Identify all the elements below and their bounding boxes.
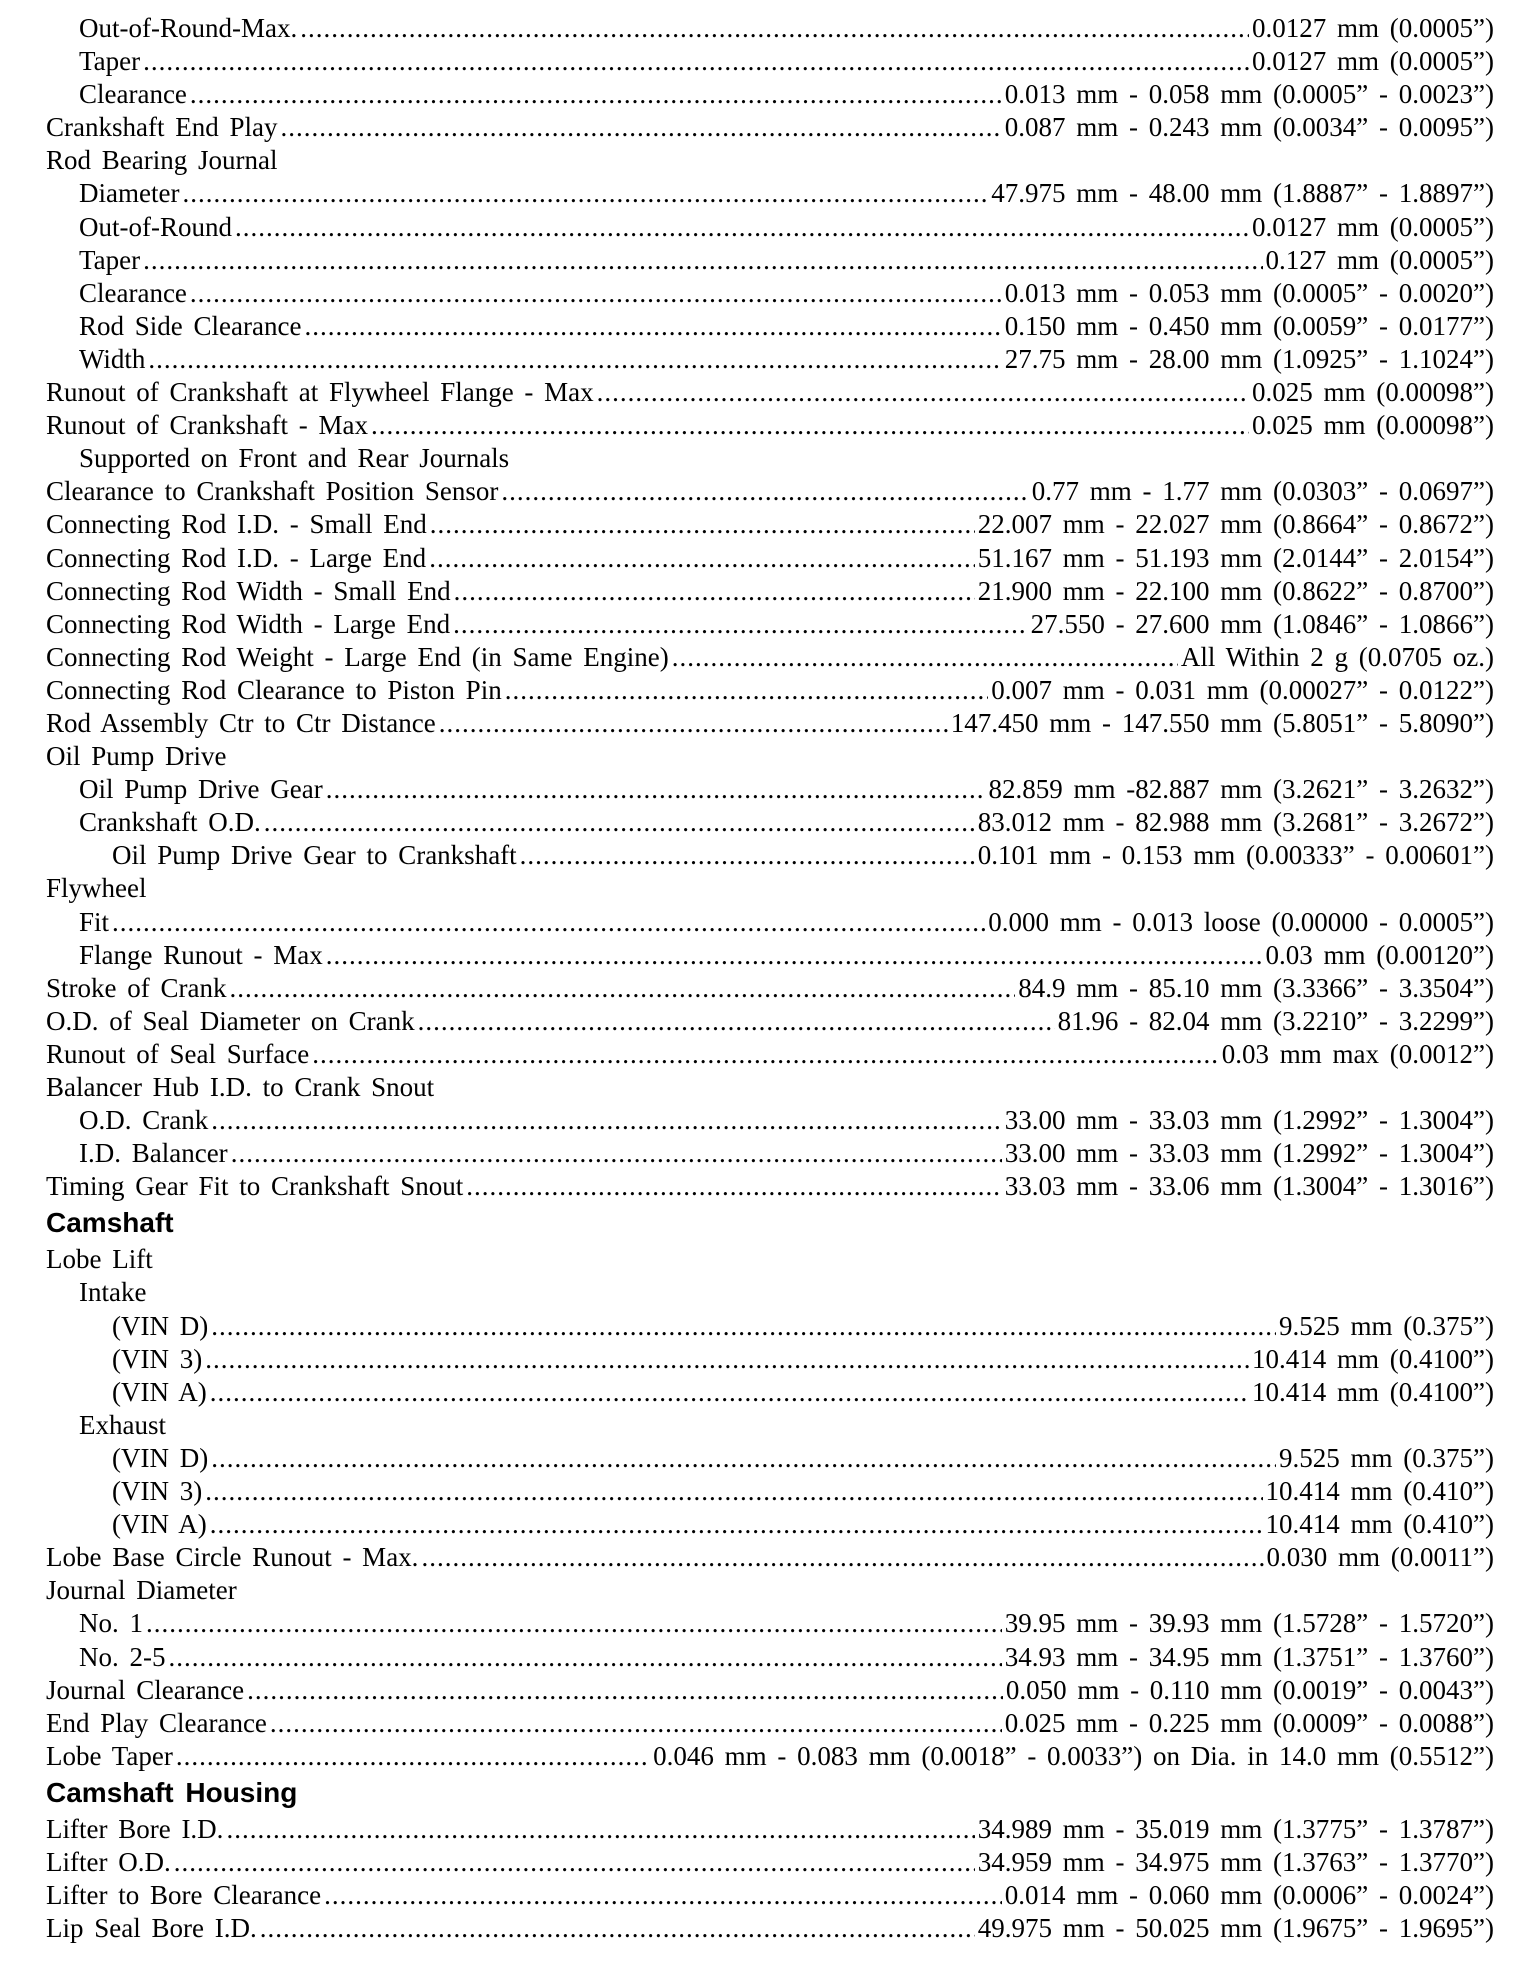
dot-leader [264, 806, 975, 839]
spec-value: 51.167 mm - 51.193 mm (2.0144” - 2.0154”) [977, 542, 1494, 573]
spec-row [46, 1170, 1494, 1203]
spec-label: Rod Bearing Journal [46, 145, 278, 176]
spec-row [46, 1641, 1494, 1674]
spec-value: 81.96 - 82.04 mm (3.2210” - 3.2299”) [1057, 1005, 1494, 1036]
spec-row [46, 1276, 1494, 1309]
spec-value: 0.03 mm max (0.0012”) [1221, 1038, 1494, 1069]
spec-row [46, 1137, 1494, 1170]
spec-value: 10.414 mm (0.410”) [1265, 1509, 1494, 1540]
dot-leader [235, 211, 1249, 244]
spec-label: Stroke of Crank [46, 972, 227, 1003]
dot-leader [205, 1343, 1249, 1376]
spec-label: Clearance [79, 277, 187, 308]
spec-label: Lobe Lift [46, 1244, 153, 1275]
dot-leader [421, 1541, 1263, 1574]
spec-label: No. 1 [79, 1608, 143, 1639]
dot-leader [231, 1137, 1002, 1170]
spec-value: 0.014 mm - 0.060 mm (0.0006” - 0.0024”) [1004, 1880, 1494, 1911]
dot-leader [501, 475, 1028, 508]
spec-row [46, 542, 1494, 575]
dot-leader [174, 1846, 975, 1879]
dot-leader [326, 939, 1263, 972]
spec-value: 0.025 mm - 0.225 mm (0.0009” - 0.0088”) [1004, 1707, 1494, 1738]
spec-row [46, 1674, 1494, 1707]
spec-row [46, 177, 1494, 210]
spec-row [46, 277, 1494, 310]
spec-label: (VIN D) [112, 1310, 209, 1341]
spec-row [46, 1376, 1494, 1409]
spec-value: 49.975 mm - 50.025 mm (1.9675” - 1.9695”) [977, 1913, 1494, 1944]
spec-value: 0.030 mm (0.0011”) [1266, 1542, 1494, 1573]
spec-label: Rod Assembly Ctr to Ctr Distance [46, 707, 436, 738]
dot-leader [430, 508, 975, 541]
spec-label: No. 2-5 [79, 1641, 166, 1672]
spec-row [46, 1243, 1494, 1276]
spec-row [46, 1541, 1494, 1574]
dot-leader [211, 1442, 1276, 1475]
spec-label: (VIN 3) [112, 1343, 203, 1374]
dot-leader [169, 1641, 1002, 1674]
spec-label: Oil Pump Drive Gear [79, 774, 323, 805]
spec-value: 34.93 mm - 34.95 mm (1.3751” - 1.3760”) [1004, 1641, 1494, 1672]
spec-label: Crankshaft End Play [46, 112, 278, 143]
dot-leader [260, 1912, 975, 1945]
spec-row [46, 310, 1494, 343]
dot-leader [210, 1376, 1249, 1409]
dot-leader [454, 575, 975, 608]
spec-row [46, 78, 1494, 111]
spec-row [46, 211, 1494, 244]
spec-label: Flywheel [46, 873, 147, 904]
dot-leader [280, 111, 1001, 144]
spec-row [46, 1310, 1494, 1343]
spec-value: 82.859 mm -82.887 mm (3.2621” - 3.2632”) [988, 774, 1494, 805]
spec-row [46, 972, 1494, 1005]
spec-row [46, 144, 1494, 177]
dot-leader [672, 641, 1178, 674]
spec-value: 10.414 mm (0.4100”) [1252, 1376, 1494, 1407]
spec-label: Supported on Front and Rear Journals [79, 443, 510, 474]
spec-value: 0.77 mm - 1.77 mm (0.0303” - 0.0697”) [1031, 476, 1494, 507]
spec-value: 0.101 mm - 0.153 mm (0.00333” - 0.00601”) [977, 840, 1494, 871]
dot-leader [176, 1740, 650, 1773]
dot-leader [453, 608, 1027, 641]
spec-value: 21.900 mm - 22.100 mm (0.8622” - 0.8700”) [977, 575, 1494, 606]
spec-label: Balancer Hub I.D. to Crank Snout [46, 1072, 435, 1102]
dot-leader [520, 839, 975, 872]
section-title: Camshaft [46, 1207, 174, 1239]
spec-row [46, 608, 1494, 641]
spec-label: Clearance [79, 79, 187, 110]
spec-value: 0.013 mm - 0.058 mm (0.0005” - 0.0023”) [1004, 79, 1494, 110]
spec-label: Diameter [79, 178, 180, 209]
spec-label: Lip Seal Bore I.D. [46, 1913, 257, 1944]
spec-value: 83.012 mm - 82.988 mm (3.2681” - 3.2672”) [977, 807, 1494, 838]
spec-value: 0.0127 mm (0.0005”) [1252, 46, 1494, 77]
spec-value: 147.450 mm - 147.550 mm (5.8051” - 5.8090”) [950, 707, 1494, 738]
dot-leader [229, 972, 1015, 1005]
spec-label: Journal Diameter [46, 1575, 237, 1606]
spec-label: Taper [79, 46, 141, 77]
spec-value: 0.013 mm - 0.053 mm (0.0005” - 0.0020”) [1004, 277, 1494, 308]
spec-value: 33.00 mm - 33.03 mm (1.2992” - 1.3004”) [1004, 1105, 1494, 1136]
dot-leader [429, 542, 975, 575]
dot-leader [190, 277, 1002, 310]
spec-label: (VIN A) [112, 1376, 207, 1407]
spec-value: 10.414 mm (0.410”) [1265, 1476, 1494, 1507]
spec-label: Out-of-Round-Max. [79, 13, 298, 43]
spec-value: 0.0127 mm (0.0005”) [1252, 211, 1494, 242]
spec-row [46, 1038, 1494, 1071]
spec-value: 34.959 mm - 34.975 mm (1.3763” - 1.3770”) [977, 1846, 1494, 1877]
spec-row [46, 872, 1494, 905]
spec-label: Oil Pump Drive Gear to Crankshaft [112, 840, 517, 871]
dot-leader [371, 409, 1249, 442]
dot-leader [211, 1104, 1002, 1137]
spec-document [46, 12, 1494, 1945]
spec-row [46, 1740, 1494, 1773]
spec-row [46, 641, 1494, 674]
dot-leader [505, 674, 989, 707]
spec-label: Runout of Seal Surface [46, 1038, 310, 1069]
spec-label: Taper [79, 244, 141, 275]
spec-row [46, 1071, 1494, 1104]
spec-row [46, 707, 1494, 740]
spec-label: Lifter Bore I.D. [46, 1813, 224, 1844]
spec-value: 47.975 mm - 48.00 mm (1.8887” - 1.8897”) [991, 178, 1494, 209]
spec-label: O.D. Crank [79, 1105, 209, 1136]
spec-row [46, 839, 1494, 872]
spec-label: Connecting Rod Width - Large End [46, 608, 451, 639]
dot-leader [112, 906, 985, 939]
spec-label: Runout of Crankshaft - Max [46, 410, 368, 441]
dot-leader [466, 1170, 1002, 1203]
spec-value: 33.00 mm - 33.03 mm (1.2992” - 1.3004”) [1004, 1138, 1494, 1169]
spec-label: (VIN D) [112, 1442, 209, 1473]
spec-value: 0.087 mm - 0.243 mm (0.0034” - 0.0095”) [1004, 112, 1494, 143]
dot-leader [226, 1813, 974, 1846]
dot-leader [247, 1674, 1003, 1707]
spec-value: 0.025 mm (0.00098”) [1252, 377, 1494, 408]
spec-row [46, 1574, 1494, 1607]
spec-row [46, 1508, 1494, 1541]
dot-leader [324, 1879, 1002, 1912]
spec-row [46, 508, 1494, 541]
spec-label: Out-of-Round [79, 211, 232, 242]
spec-value: 27.75 mm - 28.00 mm (1.0925” - 1.1024”) [1004, 343, 1494, 374]
spec-label: Oil Pump Drive [46, 741, 227, 772]
spec-label: Rod Side Clearance [79, 310, 302, 341]
spec-row [46, 409, 1494, 442]
spec-value: 33.03 mm - 33.06 mm (1.3004” - 1.3016”) [1004, 1171, 1494, 1202]
spec-label: Crankshaft O.D. [79, 807, 261, 838]
spec-row [46, 111, 1494, 144]
dot-leader [143, 45, 1249, 78]
spec-label: Connecting Rod Width - Small End [46, 575, 451, 606]
spec-row [46, 1607, 1494, 1640]
spec-label: O.D. of Seal Diameter on Crank [46, 1005, 415, 1036]
spec-label: Lifter to Bore Clearance [46, 1880, 322, 1911]
spec-row [46, 1846, 1494, 1879]
spec-label: Runout of Crankshaft at Flywheel Flange - Max [46, 377, 594, 408]
spec-label: Connecting Rod Weight - Large End (in Same Engine) [46, 641, 669, 672]
section-title: Camshaft Housing [46, 1776, 298, 1808]
spec-row [46, 1442, 1494, 1475]
spec-label: End Play Clearance [46, 1707, 267, 1738]
spec-value: 27.550 - 27.600 mm (1.0846” - 1.0866”) [1030, 608, 1494, 639]
spec-label: (VIN 3) [112, 1476, 203, 1507]
spec-row [46, 740, 1494, 773]
spec-label: Connecting Rod I.D. - Large End [46, 542, 427, 573]
spec-row [46, 343, 1494, 376]
spec-label: Connecting Rod Clearance to Piston Pin [46, 674, 502, 705]
spec-value: 0.007 mm - 0.031 mm (0.00027” - 0.0122”) [991, 674, 1494, 705]
dot-leader [148, 343, 1001, 376]
spec-value: 22.007 mm - 22.027 mm (0.8664” - 0.8672”) [977, 509, 1494, 540]
spec-row [46, 244, 1494, 277]
spec-value: 0.0127 mm (0.0005”) [1252, 13, 1494, 43]
spec-value: 34.989 mm - 35.019 mm (1.3775” - 1.3787”) [977, 1813, 1494, 1844]
spec-row [46, 1475, 1494, 1508]
spec-value: 0.127 mm (0.0005”) [1265, 244, 1494, 275]
dot-leader [439, 707, 948, 740]
spec-row [46, 442, 1494, 475]
spec-value: 0.046 mm - 0.083 mm (0.0018” - 0.0033”) on Dia. in 14.0 mm (0.5512”) [653, 1740, 1494, 1771]
dot-leader [312, 1038, 1219, 1071]
spec-label: Journal Clearance [46, 1674, 245, 1705]
spec-label: Fit [79, 906, 110, 937]
section-heading [46, 1203, 1494, 1243]
dot-leader [270, 1707, 1002, 1740]
spec-label: Exhaust [79, 1409, 166, 1440]
dot-leader [597, 376, 1249, 409]
spec-label: Lobe Base Circle Runout - Max. [46, 1542, 419, 1573]
section-heading [46, 1773, 1494, 1813]
dot-leader [190, 78, 1002, 111]
spec-label: (VIN A) [112, 1509, 207, 1540]
dot-leader [143, 244, 1262, 277]
spec-label: Intake [79, 1277, 147, 1308]
spec-row [46, 475, 1494, 508]
spec-label: Timing Gear Fit to Crankshaft Snout [46, 1171, 464, 1202]
spec-row [46, 1813, 1494, 1846]
spec-row [46, 12, 1494, 45]
spec-value: All Within 2 g (0.0705 oz.) [1180, 641, 1494, 672]
spec-row [46, 1879, 1494, 1912]
spec-row [46, 906, 1494, 939]
spec-value: 0.000 mm - 0.013 loose (0.00000 - 0.0005”) [988, 906, 1494, 937]
spec-label: I.D. Balancer [79, 1138, 228, 1169]
spec-row [46, 45, 1494, 78]
spec-row [46, 1104, 1494, 1137]
dot-leader [205, 1475, 1262, 1508]
spec-value: 9.525 mm (0.375”) [1279, 1310, 1494, 1341]
spec-row [46, 1343, 1494, 1376]
spec-row [46, 1409, 1494, 1442]
spec-value: 9.525 mm (0.375”) [1279, 1442, 1494, 1473]
dot-leader [146, 1607, 1002, 1640]
spec-value: 0.150 mm - 0.450 mm (0.0059” - 0.0177”) [1004, 310, 1494, 341]
dot-leader [211, 1310, 1276, 1343]
spec-label: Connecting Rod I.D. - Small End [46, 509, 427, 540]
dot-leader [300, 12, 1249, 45]
spec-label: Lifter O.D. [46, 1846, 171, 1877]
spec-row [46, 1912, 1494, 1945]
spec-value: 84.9 mm - 85.10 mm (3.3366” - 3.3504”) [1018, 972, 1494, 1003]
dot-leader [304, 310, 1001, 343]
spec-row [46, 376, 1494, 409]
dot-leader [182, 177, 988, 210]
spec-row [46, 1005, 1494, 1038]
spec-label: Lobe Taper [46, 1740, 173, 1771]
spec-value: 10.414 mm (0.4100”) [1252, 1343, 1494, 1374]
spec-label: Width [79, 343, 146, 374]
spec-value: 39.95 mm - 39.93 mm (1.5728” - 1.5720”) [1004, 1608, 1494, 1639]
spec-label: Clearance to Crankshaft Position Sensor [46, 476, 499, 507]
spec-row [46, 773, 1494, 806]
spec-label: Flange Runout - Max [79, 939, 323, 970]
spec-row [46, 806, 1494, 839]
spec-row [46, 1707, 1494, 1740]
spec-row [46, 939, 1494, 972]
dot-leader [210, 1508, 1263, 1541]
spec-value: 0.03 mm (0.00120”) [1265, 939, 1494, 970]
spec-row [46, 674, 1494, 707]
spec-value: 0.025 mm (0.00098”) [1252, 410, 1494, 441]
spec-value: 0.050 mm - 0.110 mm (0.0019” - 0.0043”) [1005, 1674, 1494, 1705]
spec-row [46, 575, 1494, 608]
dot-leader [418, 1005, 1055, 1038]
dot-leader [326, 773, 986, 806]
